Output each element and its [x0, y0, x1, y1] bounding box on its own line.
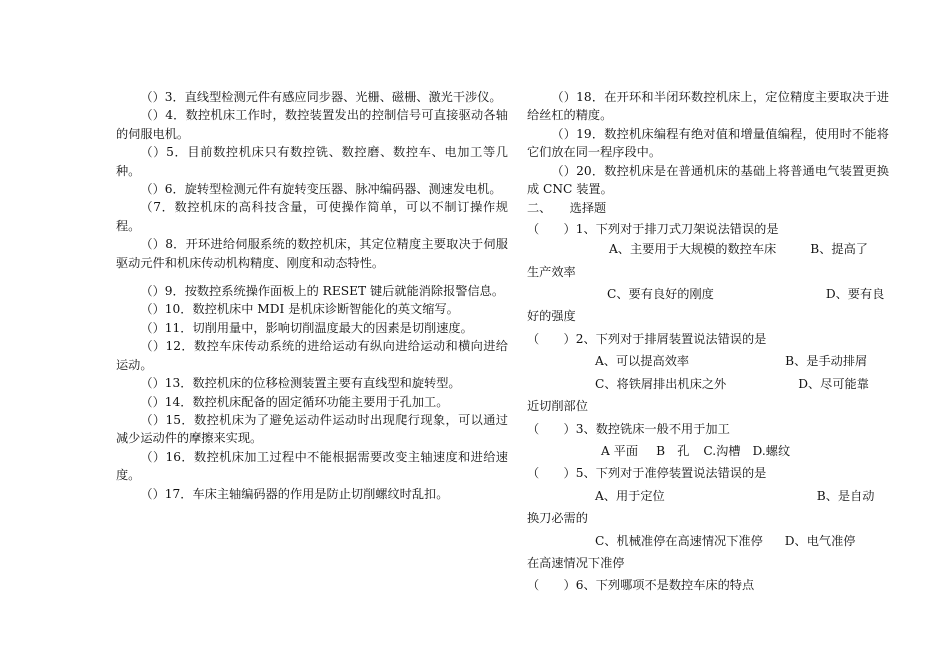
- q1-option-b: B、提高了: [810, 242, 868, 257]
- question-13: （）13．数控机床的位移检测装置主要有直线型和旋转型。: [140, 376, 461, 391]
- question-6: （）6．旋转型检测元件有旋转变压器、脉冲编码器、测速发电机。: [140, 182, 502, 197]
- q1-options-cd: [527, 285, 889, 303]
- choice-question-2: （ ）2、下列对于排屑装置说法错误的是: [527, 331, 767, 346]
- choice-question-3: （ ）3、数控铣床一般不用于加工: [527, 421, 730, 436]
- question-4: （）4．数控机床工作时，数控装置发出的控制信号可直接驱动各轴的伺服电机。: [116, 108, 508, 141]
- q1-option-d: D、要有良: [825, 287, 885, 302]
- q2-options-cd: [527, 375, 889, 393]
- question-9: （）9．按数控系统操作面板上的 RESET 键后就能消除报警信息。: [140, 284, 505, 299]
- q1-option-b-cont: 生产效率: [527, 264, 576, 279]
- question-10: （）10．数控机床中 MDI 是机床诊断智能化的英文缩写。: [140, 302, 459, 317]
- right-column: [527, 88, 889, 595]
- q5-option-c: C、机械准停在高速情况下准停: [595, 533, 763, 548]
- question-20: （）20．数控机床是在普通机床的基础上将普通电气装置更换成 CNC 装置。: [527, 163, 889, 197]
- choice-question-6: （ ）6、下列哪项不是数控车床的特点: [527, 578, 755, 593]
- question-16: （）16．数控机床加工过程中不能根据需要改变主轴速度和进给速度。: [116, 449, 508, 483]
- q3-option-b: B 孔: [656, 443, 690, 458]
- q2-option-b: B、是手动排屑: [785, 354, 868, 369]
- q1-option-d-cont: 好的强度: [527, 309, 576, 324]
- question-7: （7．数控机床的高科技含量，可使操作简单，可以不制订操作规程。: [116, 200, 508, 233]
- left-column: [116, 88, 508, 503]
- q5-option-b: B、是自动: [816, 488, 875, 503]
- q5-options-ab: [527, 487, 889, 505]
- q1-option-c: C、要有良好的刚度: [607, 287, 714, 302]
- q5-option-a: A、用于定位: [595, 488, 665, 503]
- choice-question-1: （ ）1、下列对于排刀式刀架说法错误的是: [527, 221, 779, 236]
- question-14: （）14．数控机床配备的固定循环功能主要用于孔加工。: [140, 394, 449, 409]
- q2-options-ab: [527, 352, 889, 370]
- q3-option-d: D.螺纹: [752, 443, 791, 458]
- question-18: （）18．在开环和半闭环数控机床上，定位精度主要取决于进给丝杠的精度。: [527, 90, 889, 123]
- question-15: （）15．数控机床为了避免运动件运动时出现爬行现象，可以通过减少运动件的摩擦来实现。: [116, 412, 508, 446]
- q3-option-a: A 平面: [601, 443, 639, 458]
- q5-options-cd: [527, 532, 889, 550]
- question-11: （）11．切削用量中，影响切削温度最大的因素是切削速度。: [140, 320, 473, 335]
- q1-option-a: A、主要用于大规模的数控车床: [609, 242, 777, 257]
- q5-option-d: D、电气准停: [784, 533, 856, 548]
- question-3: （）3．直线型检测元件有感应同步器、光栅、磁栅、激光干涉仪。: [140, 90, 502, 104]
- question-17: （）17．车床主轴编码器的作用是防止切削螺纹时乱扣。: [140, 486, 449, 501]
- question-12: （）12．数控车床传动系统的进给运动有纵向进给运动和横向进给运动。: [116, 339, 508, 372]
- q5-option-b-cont: 换刀必需的: [527, 511, 588, 526]
- question-8: （）8．开环进给伺服系统的数控机床，其定位精度主要取决于伺服驱动元件和机床传动机构精度、刚度和动态特性。: [116, 237, 508, 270]
- q3-option-c: C.沟槽: [703, 443, 741, 458]
- q3-options: [527, 442, 889, 460]
- question-5: （）5．目前数控机床只有数控铣、数控磨、数控车、电加工等几种。: [116, 145, 508, 178]
- q2-option-c: C、将铁屑排出机床之外: [595, 376, 727, 391]
- q2-option-d-cont: 近切削部位: [527, 399, 588, 414]
- question-19: （）19．数控机床编程有绝对值和增量值编程，使用时不能将它们放在同一程序段中。: [527, 126, 889, 160]
- q2-option-d: D、尽可能靠: [798, 376, 869, 391]
- q5-option-d-cont: 在高速情况下准停: [527, 555, 625, 570]
- section-title-choice: 二、 选择题: [527, 201, 607, 216]
- choice-question-5: （ ）5、下列对于准停装置说法错误的是: [527, 466, 767, 481]
- q1-options-ab: [527, 240, 889, 258]
- q2-option-a: A、可以提高效率: [595, 354, 690, 369]
- spacer: [116, 272, 508, 282]
